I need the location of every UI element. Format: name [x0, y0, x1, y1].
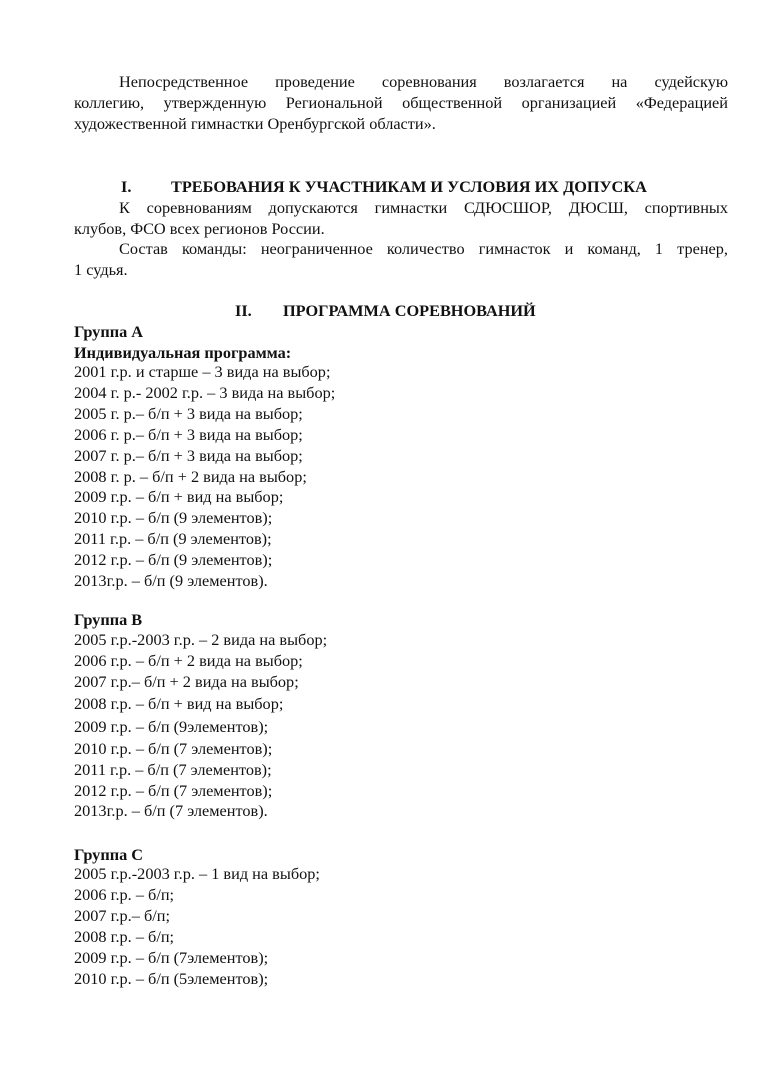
section-1-number: I.: [121, 177, 132, 196]
group-a-subtitle: Индивидуальная программа:: [74, 343, 292, 362]
group-a-list: [74, 362, 335, 592]
list-item: 2010 г.р. – б/п (9 элементов);: [74, 508, 273, 528]
list-item: 2008 г.р. – б/п + вид на выбор;: [74, 693, 284, 713]
list-item: 2009 г.р. – б/п (9элементов);: [74, 716, 269, 736]
group-b-title: Группа В: [74, 610, 143, 629]
list-item: 2010 г.р. – б/п (5элементов);: [74, 968, 269, 988]
section-2-title: ПРОГРАММА СОРЕВНОВАНИЙ: [283, 301, 536, 320]
list-item: 2007 г.р.– б/п + 2 вида на выбор;: [74, 671, 299, 691]
list-item: 2008 г.р. – б/п;: [74, 926, 175, 946]
list-item: 2011 г.р. – б/п (9 элементов);: [74, 529, 272, 549]
section-1-p1-line-2: клубов, ФСО всех регионов России.: [74, 218, 325, 238]
list-item: 2004 г. р.- 2002 г.р. – 3 вида на выбор;: [74, 382, 336, 402]
section-1-title: ТРЕБОВАНИЯ К УЧАСТНИКАМ И УСЛОВИЯ ИХ ДОПУСКА: [171, 177, 647, 196]
list-item: 2012 г.р. – б/п (9 элементов);: [74, 550, 273, 570]
list-item: 2005 г.р.-2003 г.р. – 1 вид на выбор;: [74, 864, 320, 883]
group-a-title: Группа А: [74, 322, 144, 341]
list-item: 2009 г.р. – б/п (7элементов);: [74, 947, 269, 967]
section-2-number: II.: [235, 301, 252, 320]
section-2-heading: [235, 301, 536, 321]
intro-line-3: художественной гимнастки Оренбургской области».: [74, 113, 436, 133]
list-item: 2011 г.р. – б/п (7 элементов);: [74, 759, 272, 779]
section-1-paragraph-2: [74, 239, 728, 281]
list-item: 2005 г. р.– б/п + 3 вида на выбор;: [74, 403, 303, 423]
list-item: 2005 г.р.-2003 г.р. – 2 вида на выбор;: [74, 630, 328, 649]
list-item: 2013г.р. – б/п (9 элементов).: [74, 571, 268, 591]
section-1-p1-line-1: К соревнованиям допускаются гимнастки СДЮСШОР, ДЮСШ, спортивных: [119, 198, 728, 217]
group-b-list: [74, 630, 327, 822]
list-item: 2006 г.р. – б/п + 2 вида на выбор;: [74, 650, 303, 670]
section-1-p2-line-2: 1 судья.: [74, 259, 128, 279]
intro-line-1: Непосредственное проведение соревнования возлагается на судейскую: [119, 72, 728, 91]
section-1-p2-line-1: Состав команды: неограниченное количество гимнасток и команд, 1 тренер,: [119, 239, 728, 258]
section-1-heading: [121, 177, 647, 197]
list-item: 2008 г. р. – б/п + 2 вида на выбор;: [74, 466, 307, 486]
list-item: 2012 г.р. – б/п (7 элементов);: [74, 780, 273, 800]
list-item: 2006 г.р. – б/п;: [74, 884, 175, 904]
group-c-list: [74, 864, 320, 989]
list-item: 2013г.р. – б/п (7 элементов).: [74, 801, 268, 821]
list-item: 2001 г.р. и старше – 3 вида на выбор;: [74, 362, 331, 381]
list-item: 2010 г.р. – б/п (7 элементов);: [74, 738, 273, 758]
intro-line-2: коллегию, утвержденную Региональной общественной организацией «Федерацией: [74, 92, 728, 112]
list-item: 2007 г.р.– б/п;: [74, 905, 171, 925]
list-item: 2006 г. р.– б/п + 3 вида на выбор;: [74, 424, 303, 444]
group-c-title: Группа С: [74, 845, 144, 864]
list-item: 2007 г. р.– б/п + 3 вида на выбор;: [74, 445, 303, 465]
list-item: 2009 г.р. – б/п + вид на выбор;: [74, 487, 284, 507]
intro-paragraph: [74, 72, 728, 134]
section-1-paragraph-1: [74, 198, 728, 240]
